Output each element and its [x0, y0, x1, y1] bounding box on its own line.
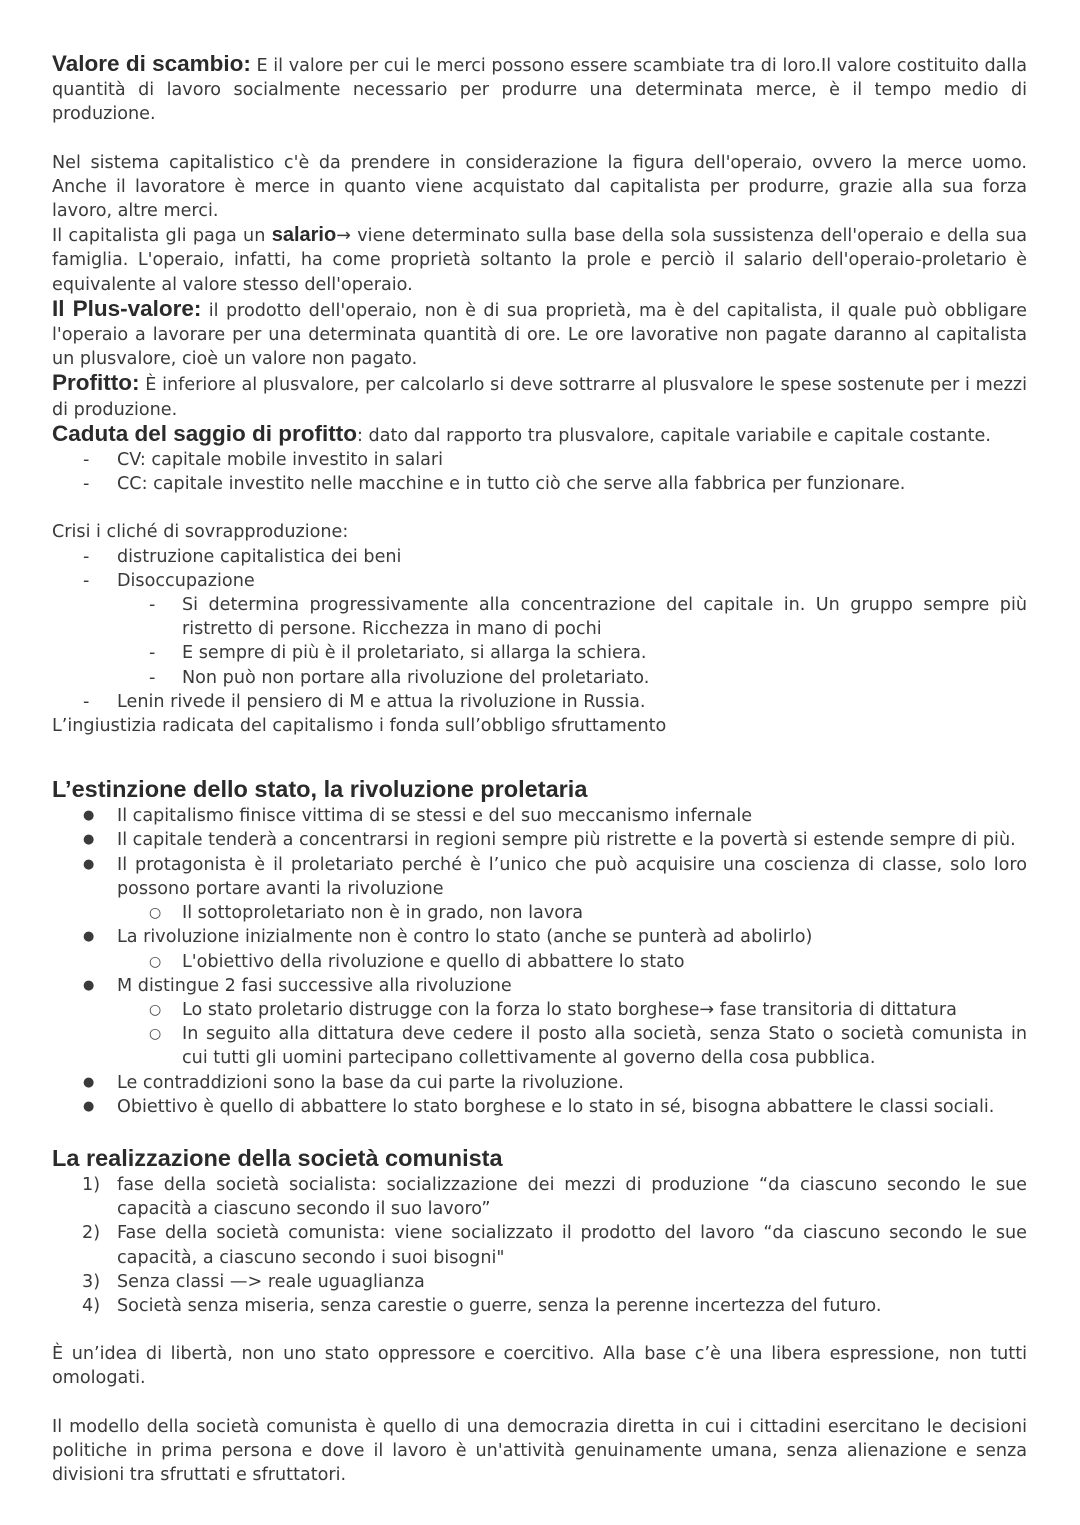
salary-paragraph [52, 223, 1027, 297]
section-heading-revolution: L’estinzione dello stato, la rivoluzione proletaria [52, 776, 588, 803]
surplus-value-paragraph [52, 297, 1027, 372]
list-item-text: Obiettivo è quello di abbattere lo stato borghese e lo stato in sé, bisogna abbattere le classi sociali. [117, 1096, 995, 1117]
bullet-icon: ● [83, 808, 95, 824]
list-number: 2) [82, 1223, 101, 1244]
bullet-icon: ● [83, 929, 95, 945]
list-item [52, 1173, 1027, 1221]
dash-icon: - [83, 450, 90, 471]
list-item [52, 974, 1027, 998]
sub-list-item [52, 1022, 1027, 1070]
section-heading-communist-society: La realizzazione della società comunista [52, 1144, 503, 1171]
bullet-icon: ● [83, 856, 95, 872]
circle-bullet-icon: ○ [149, 953, 162, 970]
circle-bullet-icon: ○ [149, 905, 162, 922]
list-item-text: fase della società socialista: socializzazione dei mezzi di produzione “da ciascuno secondo le sue capacità a ciascuno secondo il suo lavoro” [117, 1174, 1027, 1220]
arrow-icon: → [336, 226, 351, 247]
profit-term: Profitto: [52, 370, 140, 396]
list-item-text: Società senza miseria, senza carestie o guerre, senza la perenne incertezza del futuro. [117, 1295, 882, 1316]
spacer [52, 1318, 1027, 1342]
list-item-text: CV: capitale mobile investito in salari [117, 450, 444, 471]
list-item-text: Le contraddizioni sono la base da cui parte la rivoluzione. [117, 1072, 624, 1093]
injustice-paragraph: L’ingiustizia radicata del capitalismo i fonda sull’obbligo sfruttamento [52, 716, 667, 737]
dash-icon: - [83, 546, 90, 567]
list-item-text: L'obiettivo della rivoluzione e quello di abbattere lo stato [182, 951, 685, 972]
document-page [52, 52, 1027, 1487]
list-number: 4) [82, 1295, 101, 1316]
list-item-text: Disoccupazione [117, 570, 255, 591]
bullet-icon: ● [83, 1074, 95, 1090]
worker-commodity-paragraph: Nel sistema capitalistico c'è da prendere in considerazione la figura dell'operaio, ovvero la merce uomo. Anche il lavoratore è merce in quanto viene acquistato dal capitalista per produrre, grazie alla sua forza lavoro, altre merci. [52, 152, 1027, 222]
list-item [52, 472, 1027, 496]
sub-list-item [52, 950, 1027, 974]
dash-icon: - [149, 667, 156, 688]
list-item [52, 1071, 1027, 1095]
list-item [52, 1270, 1027, 1294]
sub-list-item [52, 666, 1027, 690]
freedom-paragraph: È un’idea di libertà, non uno stato oppressore e coercitivo. Alla base c’è una libera espressione, non tutti omologati. [52, 1344, 1027, 1389]
profit-paragraph [52, 371, 1027, 421]
circle-bullet-icon: ○ [149, 1026, 162, 1043]
profit-text: È inferiore al plusvalore, per calcolarlo si deve sottrarre al plusvalore le spese sostenute per i mezzi di produzione. [52, 375, 1027, 420]
list-number: 3) [82, 1271, 101, 1292]
dash-icon: - [83, 691, 90, 712]
list-item [52, 1221, 1027, 1269]
spacer [52, 1119, 1027, 1143]
salary-text-before: Il capitalista gli paga un [52, 226, 272, 247]
bullet-icon: ● [83, 977, 95, 993]
list-item [52, 690, 1027, 714]
circle-bullet-icon: ○ [149, 1001, 162, 1018]
sub-list-item [52, 593, 1027, 641]
list-item-text: CC: capitale investito nelle macchine e in tutto ciò che serve alla fabbrica per funzionare. [117, 474, 906, 495]
profit-rate-term: Caduta del saggio di profitto [52, 420, 357, 446]
list-item-text: E sempre di più è il proletariato, si allarga la schiera. [182, 643, 647, 664]
list-item-text: Il protagonista è il proletariato perché è l’unico che può acquisire una coscienza di classe, solo loro possono portare avanti la rivoluzione [117, 854, 1027, 899]
list-item-text: Il capitale tenderà a concentrarsi in regioni sempre più ristrette e la povertà si estende sempre di più. [117, 830, 1016, 851]
crisis-intro: Crisi i cliché di sovrapproduzione: [52, 522, 349, 543]
sub-list-item [52, 901, 1027, 925]
bullet-icon: ● [83, 1098, 95, 1114]
list-item-text: M distingue 2 fasi successive alla rivoluzione [117, 975, 512, 996]
sub-list-item [52, 998, 1027, 1022]
dash-icon: - [83, 570, 90, 591]
phases-list [52, 1173, 1027, 1318]
sub-list-item [52, 641, 1027, 665]
profit-rate-paragraph [52, 422, 1027, 448]
exchange-value-term: Valore di scambio: [52, 51, 251, 76]
exchange-value-paragraph [52, 52, 1027, 127]
list-item-text: Lenin rivede il pensiero di M e attua la rivoluzione in Russia. [117, 691, 646, 712]
spacer [52, 738, 1027, 774]
list-number: 1) [82, 1174, 101, 1195]
dash-icon: - [83, 474, 90, 495]
list-item [52, 804, 1027, 828]
salary-term: salario [271, 224, 337, 247]
spacer [52, 496, 1027, 520]
surplus-value-term: Il Plus-valore: [52, 295, 202, 321]
list-item [52, 925, 1027, 949]
list-item-text: Si determina progressivamente alla concentrazione del capitale in. Un gruppo sempre più ristretto di persone. Ricchezza in mano di pochi [182, 595, 1027, 640]
list-item-text: distruzione capitalistica dei beni [117, 546, 402, 567]
list-item-text: Lo stato proletario distrugge con la forza lo stato borghese→ fase transitoria di dittatura [182, 999, 957, 1020]
list-item [52, 828, 1027, 852]
salary-text-after: viene determinato sulla base della sola sussistenza dell'operaio e della sua famiglia. L'operaio, infatti, ha come proprietà soltanto la prole e perciò il salario dell'operaio-proletario è equivalente al valore stesso dell'operaio. [52, 226, 1028, 295]
direct-democracy-paragraph: Il modello della società comunista è quello di una democrazia diretta in cui i cittadini esercitano le decisioni politiche in prima persona e dove il lavoro è un'attività genuinamente umana, senza alienazione e senza divisioni tra sfruttati e sfruttatori. [52, 1416, 1027, 1485]
list-item [52, 1294, 1027, 1318]
list-item [52, 448, 1027, 472]
dash-icon: - [149, 643, 156, 664]
capital-list [52, 448, 1027, 496]
list-item-text: Il sottoproletariato non è in grado, non lavora [182, 903, 584, 924]
list-item-text: In seguito alla dittatura deve cedere il posto alla società, senza Stato o società comunista in cui tutti gli uomini partecipano collettivamente al governo della cosa pubblica. [182, 1024, 1027, 1069]
surplus-value-text: il prodotto dell'operaio, non è di sua proprietà, ma è del capitalista, il quale può obbligare l'operaio a lavorare per una determinata quantità di ore. Le ore lavorative non pagate daranno al capitalista un plusvalore, cioè un valore non pagato. [52, 300, 1028, 370]
crisis-list [52, 545, 1027, 714]
exchange-value-text: E il valore per cui le merci possono essere scambiate tra di loro.Il valore costituito dalla quantità di lavoro socialmente necessario per produrre una determinata merce, è il tempo medio di produzione. [52, 56, 1027, 125]
list-item [52, 1095, 1027, 1119]
spacer [52, 1391, 1027, 1415]
bullet-icon: ● [83, 832, 95, 848]
list-item-text: Senza classi —> reale uguaglianza [117, 1271, 425, 1292]
spacer [52, 127, 1027, 151]
revolution-list [52, 804, 1027, 1119]
list-item [52, 853, 1027, 901]
dash-icon: - [149, 595, 156, 616]
list-item [52, 569, 1027, 593]
list-item-text: La rivoluzione inizialmente non è contro lo stato (anche se punterà ad abolirlo) [117, 927, 813, 948]
list-item-text: Fase della società comunista: viene socializzato il prodotto del lavoro “da ciascuno secondo le sue capacità, a ciascuno secondo i suoi bisogni" [117, 1223, 1027, 1268]
list-item-text: Il capitalismo finisce vittima di se stessi e del suo meccanismo infernale [117, 806, 753, 827]
list-item [52, 545, 1027, 569]
profit-rate-text: : dato dal rapporto tra plusvalore, capitale variabile e capitale costante. [357, 425, 991, 446]
list-item-text: Non può non portare alla rivoluzione del proletariato. [182, 667, 650, 688]
